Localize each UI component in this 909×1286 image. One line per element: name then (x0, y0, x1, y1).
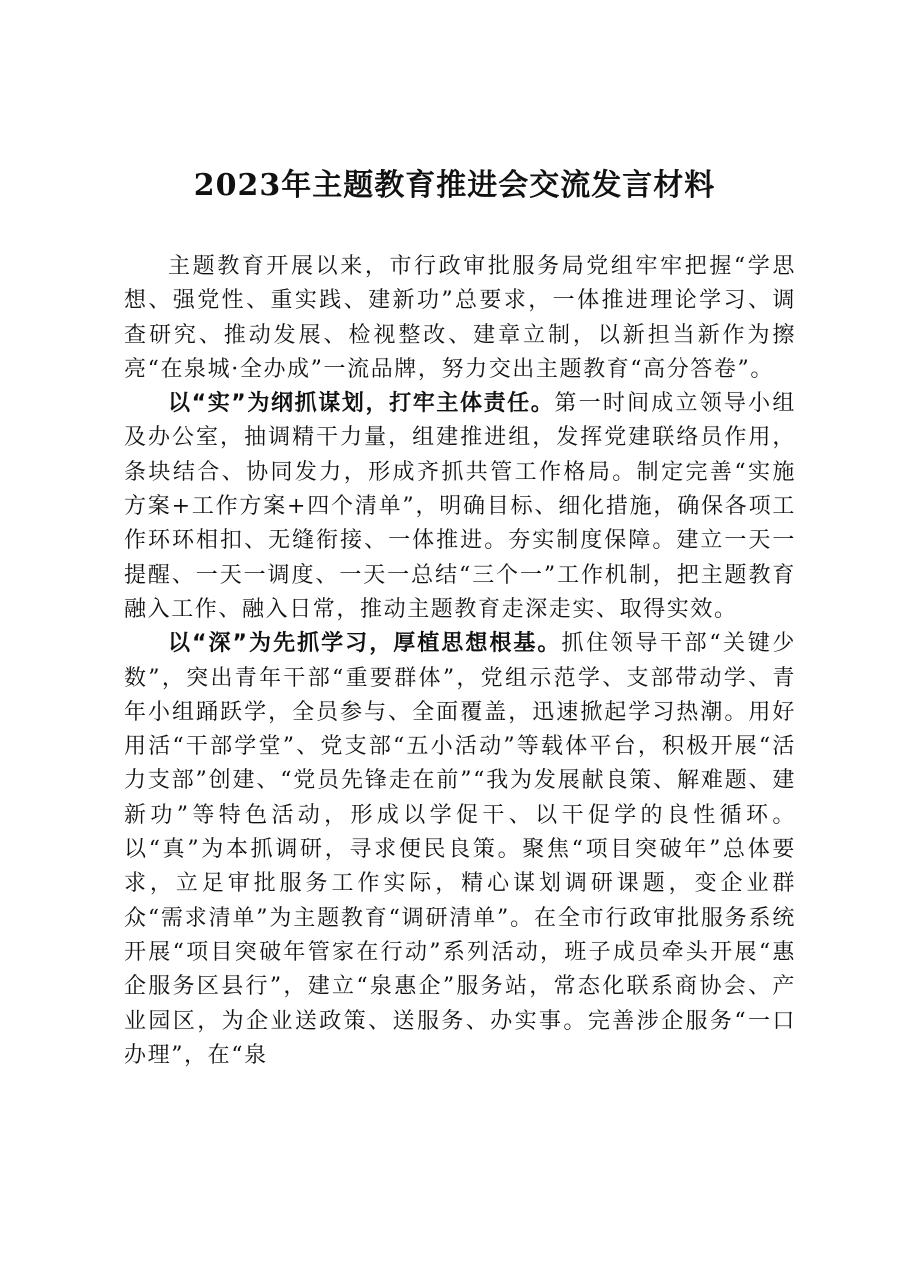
paragraph-text: 抓住领导干部“关键少数”，突出青年干部“重要群体”，党组示范学、支部带动学、青年小组踊跃学，全员参与、全面覆盖，迅速掀起学习热潮。用好用活“干部学堂”、党支部“五小活动”等载体平台，积极开展“活力支部”创建、“党员先锋走在前”“我为发展献良策、解难题、建新功”等特色活动，形成以学促干、以干促学的良性循环。以“真”为本抓调研，寻求便民良策。聚焦“项目突破年”总体要求，立足审批服务工作实际，精心谋划调研课题，变企业群众“需求清单”为主题教育“调研清单”。在全市行政审批服务系统开展“项目突破年管家在行动”系列活动，班子成员牵头开展“惠企服务区县行”，建立“泉惠企”服务站，常态化联系商协会、产业园区，为企业送政策、送服务、办实事。完善涉企服务“一口办理”，在“泉 (124, 631, 797, 1068)
paragraph-lead-heading: 以“实”为纲抓谋划，打牢主体责任。 (168, 391, 555, 417)
paragraph-study (124, 627, 796, 1073)
document-title: 2023年主题教育推进会交流发言材料 (193, 168, 716, 203)
document-body (124, 250, 796, 1073)
paragraph-text: 第一时间成立领导小组及办公室，抽调精干力量，组建推进组，发挥党建联络员作用，条块结合、协同发力，形成齐抓共管工作格局。制定完善“实施方案+工作方案+四个清单”，明确目标、细化措施，确保各项工作环环相扣、无缝衔接、一体推进。夯实制度保障。建立一天一提醒、一天一调度、一天一总结“三个一”工作机制，把主题教育融入工作、融入日常，推动主题教育走深走实、取得实效。 (124, 391, 796, 622)
paragraph-intro (124, 250, 796, 387)
paragraph-text: 主题教育开展以来，市行政审批服务局党组牢牢把握“学思想、强党性、重实践、建新功”总要求，一体推进理论学习、调查研究、推动发展、检视整改、建章立制，以新担当新作为擦亮“在泉城·全办成”一流品牌，努力交出主题教育“高分答卷”。 (124, 254, 796, 382)
paragraph-responsibility (124, 387, 796, 627)
paragraph-lead-heading: 以“深”为先抓学习，厚植思想根基。 (168, 631, 562, 657)
